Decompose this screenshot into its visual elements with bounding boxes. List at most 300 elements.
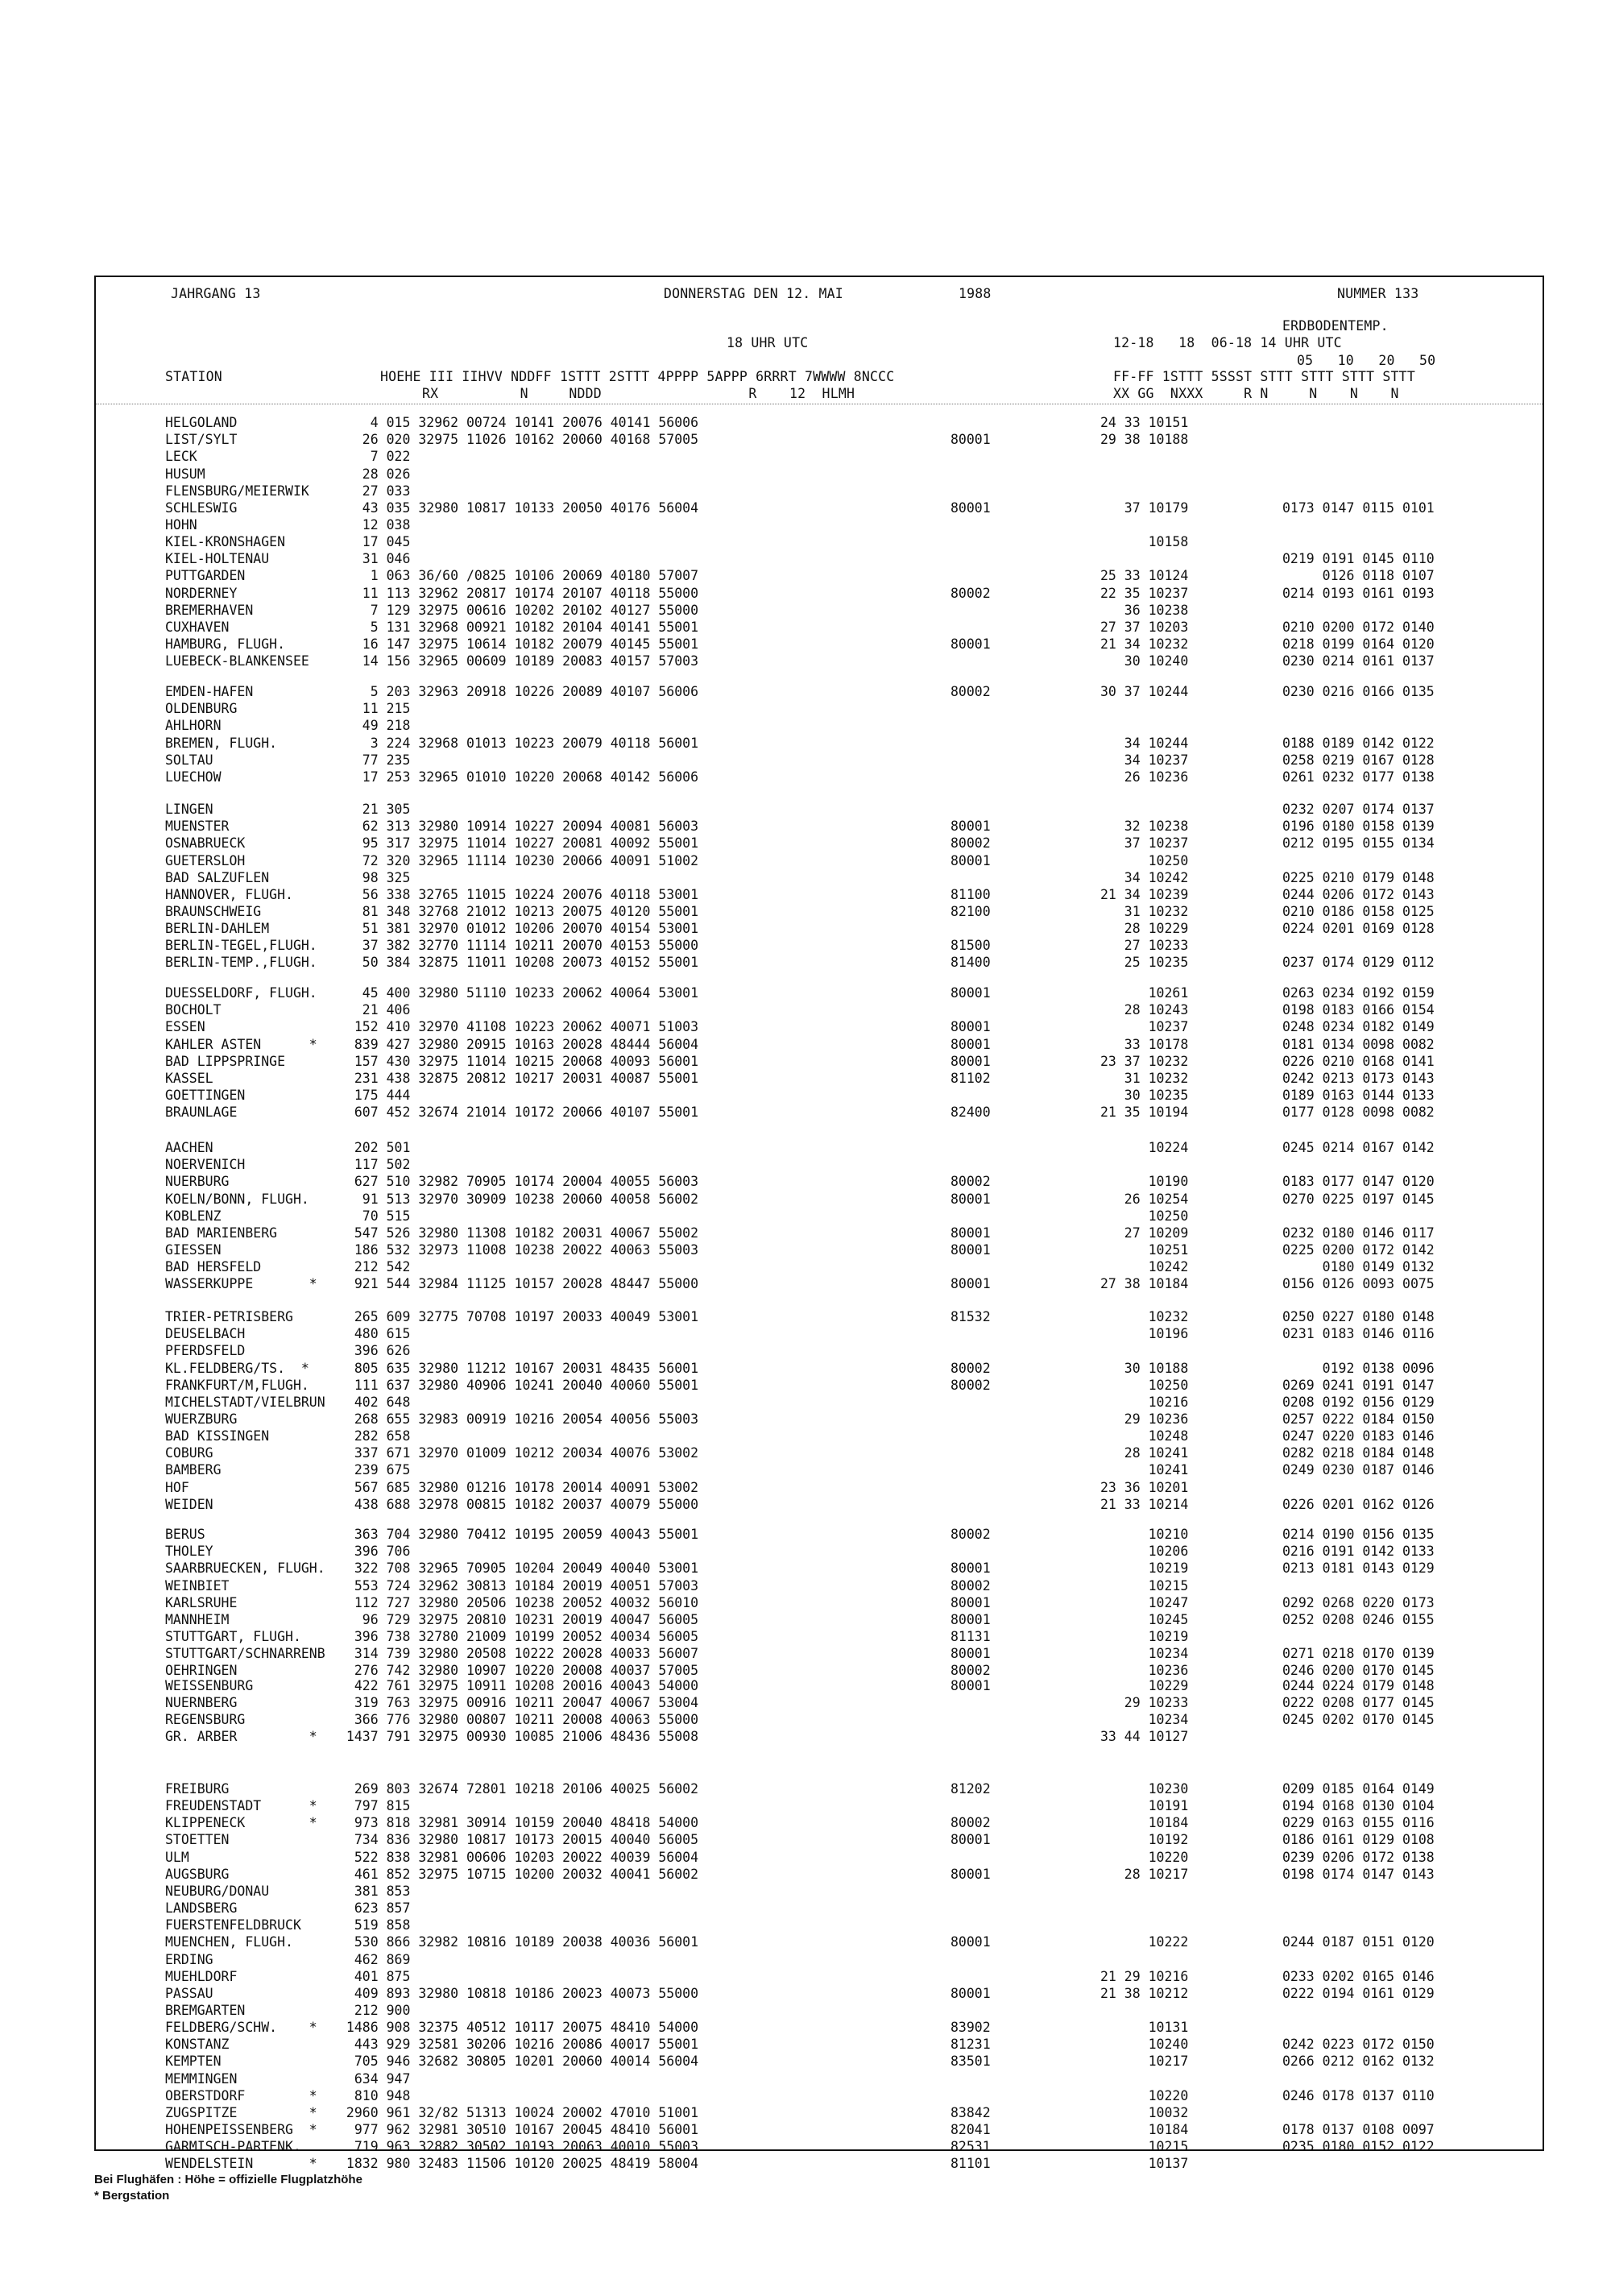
col-header-periods: 12-18 18 06-18 14 UHR UTC [1113,335,1342,350]
station-obs-codes: 7 022 [338,449,411,465]
station-wind-temp: 21 29 10216 [1100,1968,1189,1984]
station-soil-temps: 0183 0177 0147 0120 [1282,1174,1435,1190]
station-cloud-code: 80002 [950,1174,991,1190]
station-name: BREMEN, FLUGH. [165,735,278,751]
station-name: ESSEN [165,1019,205,1035]
station-cloud-code: 80002 [950,1360,991,1376]
station-soil-temps: 0222 0208 0177 0145 [1282,1695,1435,1711]
col-header-station: STATION [165,369,222,384]
station-obs-codes: 11 215 [338,701,411,717]
station-obs-codes: 973 818 32981 30914 10159 20040 48418 54000 [338,1815,699,1831]
station-soil-temps: 0198 0183 0166 0154 [1282,1002,1435,1018]
volume-label: JAHRGANG 13 [171,286,261,301]
station-wind-temp: 27 10209 [1100,1225,1189,1241]
station-soil-temps: 0242 0213 0173 0143 [1282,1070,1435,1086]
station-obs-codes: 117 502 [338,1157,411,1173]
station-obs-codes: 402 648 [338,1394,411,1410]
station-soil-temps: 0247 0220 0183 0146 [1282,1428,1435,1444]
station-wind-temp: 10131 [1100,2020,1189,2036]
station-name: KOELN/BONN, FLUGH. [165,1191,309,1207]
station-soil-temps: 0232 0180 0146 0117 [1282,1225,1435,1241]
station-cloud-code: 83501 [950,2054,991,2070]
station-obs-codes: 62 313 32980 10914 10227 20094 40081 56003 [338,819,699,835]
station-obs-codes: 239 675 [338,1462,411,1478]
station-obs-codes: 17 253 32965 01010 10220 20068 40142 56006 [338,769,699,785]
station-wind-temp: 10192 [1100,1832,1189,1848]
station-name: LANDSBERG [165,1900,238,1917]
station-soil-temps: 0271 0218 0170 0139 [1282,1646,1435,1661]
station-name: GARMISCH-PARTENK. [165,2139,301,2155]
station-name: KASSEL [165,1070,213,1086]
station-obs-codes: 3 224 32968 01013 10223 20079 40118 56001 [338,735,699,751]
station-cloud-code: 80001 [950,1225,991,1241]
station-name: NEUBURG/DONAU [165,1883,270,1899]
station-wind-temp: 37 10179 [1100,499,1189,516]
station-obs-codes: 1832 980 32483 11506 10120 20025 48419 58004 [338,2156,699,2172]
col-header-depths: 05 10 20 50 [1297,353,1436,368]
station-wind-temp: 34 10237 [1100,752,1189,768]
station-obs-codes: 1486 908 32375 40512 10117 20075 48410 54000 [338,2020,699,2036]
station-cloud-code: 81131 [950,1628,991,1644]
station-wind-temp: 34 10242 [1100,869,1189,885]
station-wind-temp: 10251 [1100,1241,1189,1258]
station-wind-temp: 10215 [1100,1577,1189,1594]
station-wind-temp: 33 10178 [1100,1036,1189,1052]
station-name: BAMBERG [165,1462,222,1478]
station-obs-codes: 396 738 32780 21009 10199 20052 40034 56005 [338,1628,699,1644]
station-obs-codes: 7 129 32975 00616 10202 20102 40127 55000 [338,602,699,618]
station-obs-codes: 322 708 32965 70905 10204 20049 40040 53001 [338,1560,699,1577]
station-name: BERLIN-DAHLEM [165,921,270,936]
station-name: NOERVENICH [165,1157,246,1173]
station-wind-temp: 25 10235 [1100,955,1189,971]
station-wind-temp: 10234 [1100,1646,1189,1661]
station-wind-temp: 10184 [1100,1815,1189,1831]
station-obs-codes: 12 038 [338,516,411,533]
station-name: NORDERNEY [165,585,238,601]
station-obs-codes: 705 946 32682 30805 10201 20060 40014 56004 [338,2054,699,2070]
station-soil-temps: 0208 0192 0156 0129 [1282,1394,1435,1410]
station-soil-temps: 0224 0201 0169 0128 [1282,921,1435,936]
date-label: DONNERSTAG DEN 12. MAI [664,286,843,301]
station-wind-temp: 34 10244 [1100,735,1189,751]
station-soil-temps: 0252 0208 0246 0155 [1282,1611,1435,1627]
station-name: WEISSENBURG [165,1678,254,1693]
station-name: FELDBERG/SCHW. * [165,2020,317,2036]
station-obs-codes: 810 948 [338,2087,411,2103]
station-name: DEUSELBACH [165,1326,246,1342]
station-wind-temp: 21 38 10212 [1100,1985,1189,2001]
station-obs-codes: 480 615 [338,1326,411,1342]
station-soil-temps: 0246 0178 0137 0110 [1282,2087,1435,2103]
station-cloud-code: 83842 [950,2104,991,2120]
station-soil-temps: 0180 0149 0132 [1282,1259,1435,1274]
station-wind-temp: 28 10243 [1100,1002,1189,1018]
station-obs-codes: 805 635 32980 11212 10167 20031 48435 56001 [338,1360,699,1376]
station-obs-codes: 26 020 32975 11026 10162 20060 40168 57005 [338,432,699,448]
station-wind-temp: 10210 [1100,1527,1189,1542]
station-soil-temps: 0188 0189 0142 0122 [1282,735,1435,751]
station-wind-temp: 30 10235 [1100,1087,1189,1103]
station-name: BAD HERSFELD [165,1259,262,1274]
station-obs-codes: 49 218 [338,718,411,734]
station-name: NUERNBERG [165,1695,238,1711]
station-wind-temp: 10245 [1100,1611,1189,1627]
station-cloud-code: 80002 [950,684,991,699]
station-soil-temps: 0218 0199 0164 0120 [1282,636,1435,652]
station-soil-temps: 0178 0137 0108 0097 [1282,2122,1435,2137]
station-cloud-code: 81231 [950,2037,991,2053]
station-name: BRAUNSCHWEIG [165,903,262,919]
station-cloud-code: 80001 [950,1241,991,1258]
station-obs-codes: 977 962 32981 30510 10167 20045 48410 56001 [338,2122,699,2137]
station-soil-temps: 0258 0219 0167 0128 [1282,752,1435,768]
station-name: FLENSBURG/MEIERWIK [165,483,309,499]
station-wind-temp: 10184 [1100,2122,1189,2137]
year-label: 1988 [959,286,992,301]
station-obs-codes: 202 501 [338,1140,411,1155]
station-cloud-code: 81500 [950,938,991,954]
station-soil-temps: 0210 0186 0158 0125 [1282,903,1435,919]
station-name: HOHN [165,516,197,533]
station-obs-codes: 231 438 32875 20812 10217 20031 40087 55001 [338,1070,699,1086]
station-obs-codes: 2960 961 32/82 51313 10024 20002 47010 51001 [338,2104,699,2120]
station-soil-temps: 0226 0210 0168 0141 [1282,1053,1435,1069]
station-name: HUSUM [165,466,205,482]
station-obs-codes: 319 763 32975 00916 10211 20047 40067 53004 [338,1695,699,1711]
station-obs-codes: 50 384 32875 11011 10208 20073 40152 55001 [338,955,699,971]
station-wind-temp: 10220 [1100,1849,1189,1865]
station-obs-codes: 381 853 [338,1883,411,1899]
station-obs-codes: 269 803 32674 72801 10218 20106 40025 56002 [338,1781,699,1797]
station-cloud-code: 80001 [950,1832,991,1848]
station-wind-temp: 26 10236 [1100,769,1189,785]
station-soil-temps: 0196 0180 0158 0139 [1282,819,1435,835]
station-name: AUGSBURG [165,1866,230,1882]
station-name: BAD MARIENBERG [165,1225,278,1241]
station-name: FRANKFURT/M,FLUGH. [165,1377,309,1393]
station-obs-codes: 16 147 32975 10614 10182 20079 40145 55001 [338,636,699,652]
station-obs-codes: 56 338 32765 11015 10224 20076 40118 53001 [338,886,699,902]
station-wind-temp: 10206 [1100,1544,1189,1560]
station-obs-codes: 396 706 [338,1544,411,1560]
station-obs-codes: 627 510 32982 70905 10174 20004 40055 56003 [338,1174,699,1190]
station-name: MICHELSTADT/VIELBRUN [165,1394,325,1410]
station-cloud-code: 80001 [950,852,991,868]
station-cloud-code: 81102 [950,1070,991,1086]
station-wind-temp: 10191 [1100,1798,1189,1814]
station-name: MUENSTER [165,819,230,835]
station-wind-temp: 33 44 10127 [1100,1729,1189,1745]
station-name: HELGOLAND [165,415,238,430]
station-soil-temps: 0242 0223 0172 0150 [1282,2037,1435,2053]
station-name: WASSERKUPPE * [165,1276,317,1292]
station-obs-codes: 28 026 [338,466,411,482]
station-obs-codes: 17 045 [338,534,411,549]
station-soil-temps: 0233 0202 0165 0146 [1282,1968,1435,1984]
station-name: TRIER-PETRISBERG [165,1309,293,1324]
station-name: LECK [165,449,197,465]
station-wind-temp: 26 10254 [1100,1191,1189,1207]
station-wind-temp: 10216 [1100,1394,1189,1410]
station-obs-codes: 567 685 32980 01216 10178 20014 40091 53002 [338,1479,699,1495]
station-soil-temps: 0126 0118 0107 [1282,568,1435,584]
station-obs-codes: 77 235 [338,752,411,768]
station-cloud-code: 80001 [950,1934,991,1950]
station-obs-codes: 921 544 32984 11125 10157 20028 48447 55000 [338,1276,699,1292]
station-soil-temps: 0229 0163 0155 0116 [1282,1815,1435,1831]
station-obs-codes: 111 637 32980 40906 10241 20040 40060 55001 [338,1377,699,1393]
station-wind-temp: 24 33 10151 [1100,415,1189,430]
station-name: HANNOVER, FLUGH. [165,886,293,902]
station-cloud-code: 80002 [950,1377,991,1393]
col-header-subcodes-right: XX GG NXXX R N N N N [1113,386,1399,401]
station-soil-temps: 0235 0180 0152 0122 [1282,2139,1435,2155]
station-name: OSNABRUECK [165,835,246,852]
station-wind-temp: 10237 [1100,1019,1189,1035]
station-obs-codes: 14 156 32965 00609 10189 20083 40157 57003 [338,653,699,669]
station-name: DUESSELDORF, FLUGH. [165,985,317,1001]
station-obs-codes: 366 776 32980 00807 10211 20008 40063 55000 [338,1712,699,1728]
station-soil-temps: 0237 0174 0129 0112 [1282,955,1435,971]
station-name: AHLHORN [165,718,222,734]
station-name: GR. ARBER * [165,1729,317,1745]
station-obs-codes: 98 325 [338,869,411,885]
station-obs-codes: 81 348 32768 21012 10213 20075 40120 55001 [338,903,699,919]
station-cloud-code: 80002 [950,585,991,601]
station-obs-codes: 175 444 [338,1087,411,1103]
station-wind-temp: 10247 [1100,1594,1189,1610]
station-wind-temp: 36 10238 [1100,602,1189,618]
station-wind-temp: 37 10237 [1100,835,1189,852]
station-obs-codes: 212 542 [338,1259,411,1274]
station-name: KIEL-HOLTENAU [165,551,270,567]
station-name: BERUS [165,1527,205,1542]
station-soil-temps: 0245 0202 0170 0145 [1282,1712,1435,1728]
station-name: OEHRINGEN [165,1663,238,1679]
station-soil-temps: 0257 0222 0184 0150 [1282,1411,1435,1427]
station-obs-codes: 51 381 32970 01012 10206 20070 40154 53001 [338,921,699,936]
station-name: REGENSBURG [165,1712,246,1728]
station-name: STOETTEN [165,1832,230,1848]
station-cloud-code: 80001 [950,1560,991,1577]
station-soil-temps: 0245 0214 0167 0142 [1282,1140,1435,1155]
station-name: PASSAU [165,1985,213,2001]
station-wind-temp: 31 10232 [1100,1070,1189,1086]
station-wind-temp: 21 35 10194 [1100,1104,1189,1120]
station-soil-temps: 0231 0183 0146 0116 [1282,1326,1435,1342]
station-name: LUEBECK-BLANKENSEE [165,653,309,669]
station-name: BAD SALZUFLEN [165,869,270,885]
station-wind-temp: 27 10233 [1100,938,1189,954]
station-obs-codes: 265 609 32775 70708 10197 20033 40049 53001 [338,1309,699,1324]
station-cloud-code: 81100 [950,886,991,902]
station-obs-codes: 4 015 32962 00724 10141 20076 40141 56006 [338,415,699,430]
station-soil-temps: 0194 0168 0130 0104 [1282,1798,1435,1814]
station-obs-codes: 152 410 32970 41108 10223 20062 40071 51003 [338,1019,699,1035]
station-name: OLDENBURG [165,701,238,717]
station-name: KLIPPENECK * [165,1815,317,1831]
station-soil-temps: 0156 0126 0093 0075 [1282,1276,1435,1292]
station-name: HOHENPEISSENBERG * [165,2122,317,2137]
station-soil-temps: 0292 0268 0220 0173 [1282,1594,1435,1610]
station-soil-temps: 0225 0200 0172 0142 [1282,1241,1435,1258]
station-wind-temp: 10250 [1100,1208,1189,1224]
station-wind-temp: 23 36 10201 [1100,1479,1189,1495]
station-cloud-code: 80001 [950,1678,991,1693]
station-soil-temps: 0186 0161 0129 0108 [1282,1832,1435,1848]
station-soil-temps: 0246 0200 0170 0145 [1282,1663,1435,1679]
station-name: BOCHOLT [165,1002,222,1018]
station-wind-temp: 25 33 10124 [1100,568,1189,584]
station-wind-temp: 10190 [1100,1174,1189,1190]
station-soil-temps: 0263 0234 0192 0159 [1282,985,1435,1001]
station-obs-codes: 734 836 32980 10817 10173 20015 40040 56005 [338,1832,699,1848]
station-name: SOLTAU [165,752,213,768]
station-obs-codes: 438 688 32978 00815 10182 20037 40079 55000 [338,1496,699,1512]
station-obs-codes: 363 704 32980 70412 10195 20059 40043 55001 [338,1527,699,1542]
station-cloud-code: 80001 [950,1191,991,1207]
station-wind-temp: 10242 [1100,1259,1189,1274]
station-wind-temp: 28 10217 [1100,1866,1189,1882]
station-wind-temp: 28 10241 [1100,1445,1189,1461]
station-wind-temp: 10250 [1100,1377,1189,1393]
station-name: HAMBURG, FLUGH. [165,636,286,652]
station-cloud-code: 80001 [950,636,991,652]
station-wind-temp: 27 38 10184 [1100,1276,1189,1292]
station-obs-codes: 401 875 [338,1968,411,1984]
station-soil-temps: 0282 0218 0184 0148 [1282,1445,1435,1461]
station-obs-codes: 45 400 32980 51110 10233 20062 40064 53001 [338,985,699,1001]
station-name: FREUDENSTADT * [165,1798,317,1814]
station-cloud-code: 80002 [950,835,991,852]
station-wind-temp: 29 10236 [1100,1411,1189,1427]
station-wind-temp: 10219 [1100,1560,1189,1577]
station-wind-temp: 10229 [1100,1678,1189,1693]
station-cloud-code: 82041 [950,2122,991,2137]
station-soil-temps: 0239 0206 0172 0138 [1282,1849,1435,1865]
station-soil-temps: 0213 0181 0143 0129 [1282,1560,1435,1577]
station-soil-temps: 0249 0230 0187 0146 [1282,1462,1435,1478]
station-obs-codes: 186 532 32973 11008 10238 20022 40063 55003 [338,1241,699,1258]
station-obs-codes: 461 852 32975 10715 10200 20032 40041 56002 [338,1866,699,1882]
station-name: KARLSRUHE [165,1594,238,1610]
station-soil-temps: 0192 0138 0096 [1282,1360,1435,1376]
station-cloud-code: 80002 [950,1663,991,1679]
station-name: ZUGSPITZE * [165,2104,317,2120]
station-name: BRAUNLAGE [165,1104,238,1120]
station-name: KEMPTEN [165,2054,222,2070]
station-obs-codes: 634 947 [338,2070,411,2087]
station-name: HOF [165,1479,189,1495]
station-wind-temp: 32 10238 [1100,819,1189,835]
station-obs-codes: 462 869 [338,1951,411,1967]
station-soil-temps: 0189 0163 0144 0133 [1282,1087,1435,1103]
station-name: AACHEN [165,1140,213,1155]
station-wind-temp: 21 34 10239 [1100,886,1189,902]
station-wind-temp: 10158 [1100,534,1189,549]
station-obs-codes: 409 893 32980 10818 10186 20023 40073 55000 [338,1985,699,2001]
station-obs-codes: 623 857 [338,1900,411,1917]
station-name: MANNHEIM [165,1611,230,1627]
station-soil-temps: 0181 0134 0098 0082 [1282,1036,1435,1052]
station-soil-temps: 0250 0227 0180 0148 [1282,1309,1435,1324]
station-name: WEINBIET [165,1577,230,1594]
station-obs-codes: 157 430 32975 11014 10215 20068 40093 56001 [338,1053,699,1069]
station-soil-temps: 0232 0207 0174 0137 [1282,802,1435,817]
station-name: WEIDEN [165,1496,213,1512]
station-wind-temp: 10220 [1100,2087,1189,2103]
station-name: ULM [165,1849,189,1865]
station-wind-temp: 29 38 10188 [1100,432,1189,448]
station-wind-temp: 10248 [1100,1428,1189,1444]
station-wind-temp: 23 37 10232 [1100,1053,1189,1069]
station-soil-temps: 0261 0232 0177 0138 [1282,769,1435,785]
station-name: BAD KISSINGEN [165,1428,270,1444]
station-cloud-code: 82100 [950,903,991,919]
station-name: SCHLESWIG [165,499,238,516]
station-name: COBURG [165,1445,213,1461]
station-name: THOLEY [165,1544,213,1560]
station-name: WENDELSTEIN * [165,2156,317,2172]
station-name: GIESSEN [165,1241,222,1258]
station-obs-codes: 70 515 [338,1208,411,1224]
station-obs-codes: 96 729 32975 20810 10231 20019 40047 56005 [338,1611,699,1627]
station-name: MEMMINGEN [165,2070,238,2087]
station-wind-temp: 30 10188 [1100,1360,1189,1376]
station-obs-codes: 11 113 32962 20817 10174 20107 40118 55000 [338,585,699,601]
station-obs-codes: 91 513 32970 30909 10238 20060 40058 56002 [338,1191,699,1207]
station-obs-codes: 21 305 [338,802,411,817]
station-wind-temp: 21 34 10232 [1100,636,1189,652]
station-wind-temp: 27 37 10203 [1100,619,1189,635]
station-soil-temps: 0225 0210 0179 0148 [1282,869,1435,885]
station-soil-temps: 0209 0185 0164 0149 [1282,1781,1435,1797]
station-obs-codes: 268 655 32983 00919 10216 20054 40056 55003 [338,1411,699,1427]
col-header-codes: HOEHE III IIHVV NDDFF 1STTT 2STTT 4PPPP 5APPP 6RRRT 7WWWW 8NCCC [380,369,895,384]
col-header-codes-right: FF-FF 1STTT 5SSST STTT STTT STTT STTT [1113,369,1415,384]
station-wind-temp: 10137 [1100,2156,1189,2172]
station-obs-codes: 547 526 32980 11308 10182 20031 40067 55002 [338,1225,699,1241]
station-cloud-code: 80001 [950,1611,991,1627]
station-wind-temp: 31 10232 [1100,903,1189,919]
station-soil-temps: 0173 0147 0115 0101 [1282,499,1435,516]
station-cloud-code: 80001 [950,1594,991,1610]
station-obs-codes: 553 724 32962 30813 10184 20019 40051 57003 [338,1577,699,1594]
station-name: FUERSTENFELDBRUCK [165,1917,301,1933]
station-obs-codes: 719 963 32882 30502 10193 20063 40010 55003 [338,2139,699,2155]
col-header-subcodes: RX N NDDD R 12 HLMH [422,386,855,401]
station-wind-temp: 10032 [1100,2104,1189,2120]
station-wind-temp: 10230 [1100,1781,1189,1797]
station-wind-temp: 10234 [1100,1712,1189,1728]
station-obs-codes: 276 742 32980 10907 10220 20008 40037 57005 [338,1663,699,1679]
station-name: NUERBURG [165,1174,230,1190]
station-soil-temps: 0198 0174 0147 0143 [1282,1866,1435,1882]
station-wind-temp: 10196 [1100,1326,1189,1342]
station-name: CUXHAVEN [165,619,230,635]
station-cloud-code: 81202 [950,1781,991,1797]
station-soil-temps: 0244 0224 0179 0148 [1282,1678,1435,1693]
station-obs-codes: 443 929 32581 30206 10216 20086 40017 55001 [338,2037,699,2053]
station-wind-temp: 29 10233 [1100,1695,1189,1711]
station-obs-codes: 519 858 [338,1917,411,1933]
station-name: EMDEN-HAFEN [165,684,254,699]
station-soil-temps: 0214 0190 0156 0135 [1282,1527,1435,1542]
station-soil-temps: 0230 0214 0161 0137 [1282,653,1435,669]
station-obs-codes: 5 203 32963 20918 10226 20089 40107 56006 [338,684,699,699]
station-name: GUETERSLOH [165,852,246,868]
